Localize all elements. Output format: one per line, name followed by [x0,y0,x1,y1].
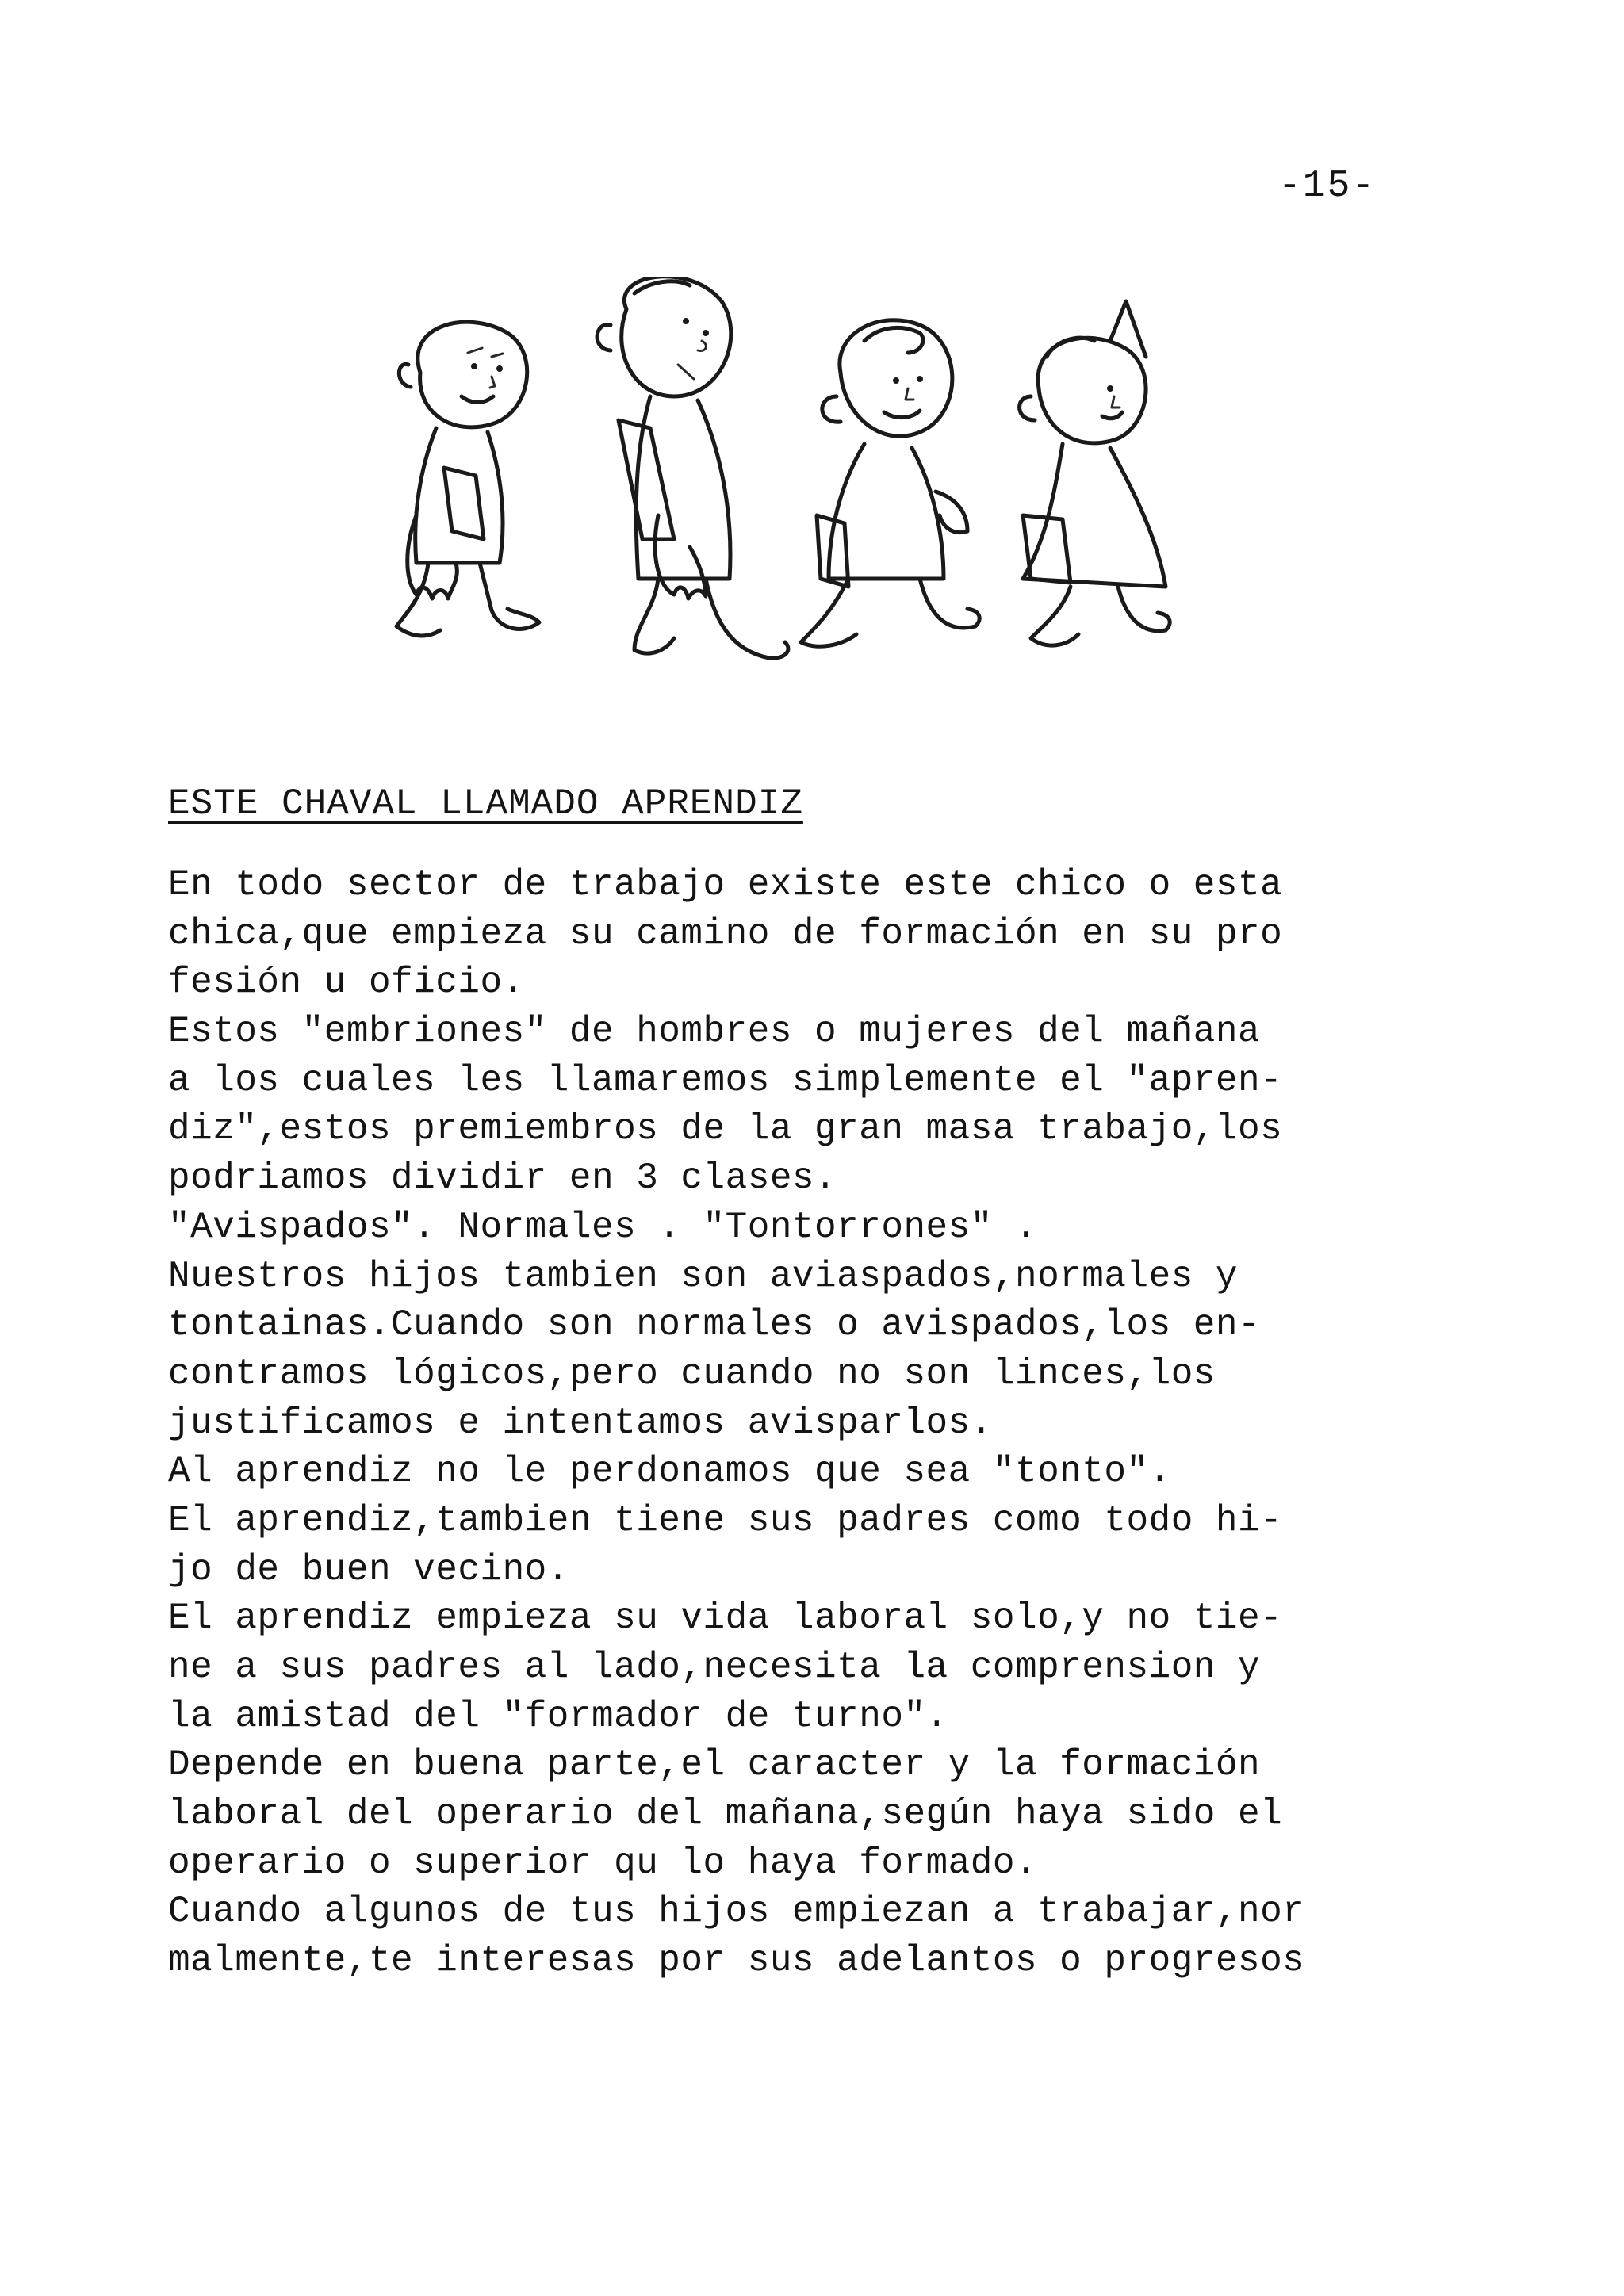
body-line: El aprendiz empieza su vida laboral solo,y no tie- [168,1598,1283,1640]
body-line: operario o superior qu lo haya formado. [168,1842,1038,1884]
body-line: a los cuales les llamaremos simplemente el "apren- [168,1059,1283,1101]
body-line: diz",estos premiembros de la gran masa trabajo,los [168,1108,1283,1150]
body-line: laboral del operario del mañana,según haya sido el [168,1793,1283,1835]
body-line: Nuestros hijos tambien son aviaspados,normales y [168,1255,1239,1297]
child-one [396,322,539,636]
body-line: podriamos dividir en 3 clases. [168,1158,837,1200]
body-line: malmente,te interesas por sus adelantos o progresos [168,1940,1305,1982]
body-line: chica,que empieza su camino de formación en su pro [168,913,1283,955]
body-line: tontainas.Cuando son normales o avispados,los en- [168,1304,1261,1346]
section-heading: ESTE CHAVAL LLAMADO APRENDIZ [168,783,803,825]
body-line: Cuando algunos de tus hijos empiezan a trabajar,nor [168,1891,1305,1933]
body-line: contramos lógicos,pero cuando no son linces,los [168,1353,1216,1395]
body-line: El aprendiz,tambien tiene sus padres como todo hi- [168,1499,1283,1541]
page-number: -15- [1278,165,1377,208]
body-line: Al aprendiz no le perdonamos que sea "tonto". [168,1451,1171,1493]
body-line: justificamos e intentamos avisparlos. [168,1402,993,1444]
four-children-walking-icon [373,277,1308,753]
body-line: ne a sus padres al lado,necesita la comprension y [168,1647,1261,1688]
body-line: "Avispados". Normales . "Tontorrones" . [168,1206,1038,1248]
body-line: fesión u oficio. [168,962,525,1004]
child-two [597,277,788,658]
child-four [1020,301,1170,645]
children-walking-illustration [373,277,1308,753]
body-line: jo de buen vecino. [168,1548,569,1590]
body-text [168,861,1469,1986]
body-line: En todo sector de trabajo existe este chico o esta [168,864,1283,905]
child-three [801,320,979,646]
body-line: Depende en buena parte,el caracter y la formación [168,1744,1261,1786]
body-line: la amistad del "formador de turno". [168,1695,948,1737]
body-line: Estos "embriones" de hombres o mujeres del mañana [168,1011,1261,1053]
